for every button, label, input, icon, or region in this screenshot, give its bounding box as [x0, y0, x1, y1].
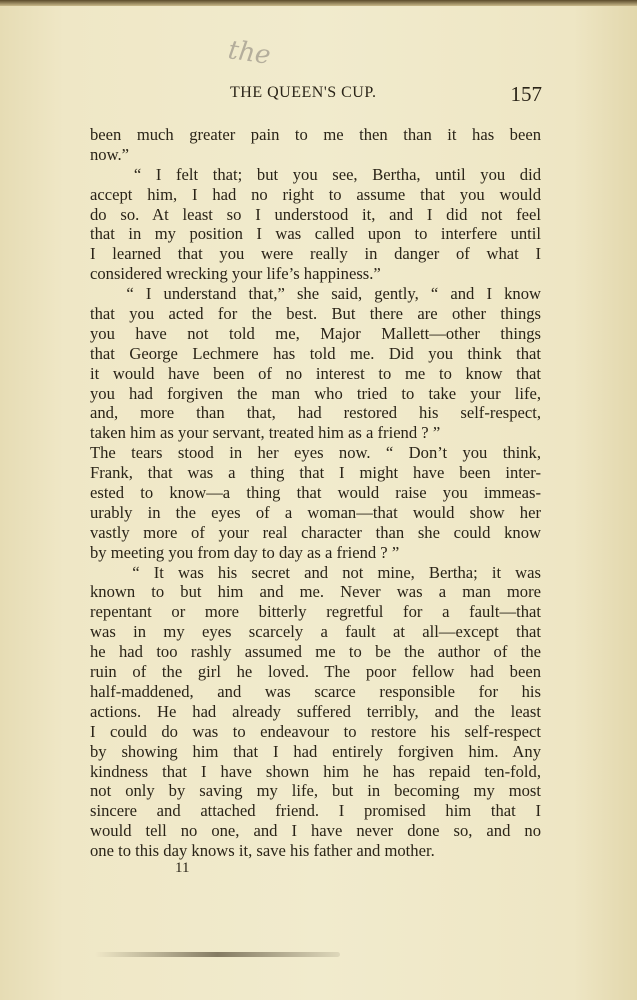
text-line: was in my eyes scarcely a fault at all—except that [90, 622, 541, 642]
text-line: The tears stood in her eyes now. “ Don’t you think, [90, 443, 541, 463]
text-line: taken him as your servant, treated him as a friend ? ” [90, 423, 441, 443]
text-line: and, more than that, had restored his self-respect, [90, 403, 541, 423]
text-line: I could do was to endeavour to restore his self-respect [90, 721, 541, 741]
text-line: that you acted for the best. But there are other things [90, 304, 541, 324]
text-line: you have not told me, Major Mallett—other things [90, 323, 541, 343]
text-line: considered wrecking your life’s happiness.” [90, 264, 381, 284]
text-line: repentant or more bitterly regretful for a fault—that [90, 602, 541, 622]
text-line: ruin of the girl he loved. The poor fellow had been [90, 662, 541, 682]
text-line: kindness that I have shown him he has repaid ten-fold, [90, 761, 541, 781]
text-line: that George Lechmere has told me. Did you think that [90, 343, 541, 363]
running-header [90, 82, 542, 104]
running-title: THE QUEEN'S CUP. [230, 84, 377, 101]
signature-mark: 11 [175, 860, 190, 876]
text-line: now.” [90, 144, 130, 164]
page-body-text [90, 125, 541, 861]
text-line: not only by saving my life, but in becoming my most [90, 781, 541, 801]
text-line: sincere and attached friend. I promised him that I [90, 801, 541, 821]
text-line: half-maddened, and was scarce responsible for his [90, 681, 541, 701]
text-line: that in my position I was called upon to interfere until [90, 224, 541, 244]
text-line: “ It was his secret and not mine, Bertha; it was [90, 562, 541, 582]
text-line: vastly more of your real character than she could know [90, 522, 541, 542]
text-line: do so. At least so I understood it, and I did not feel [90, 204, 541, 224]
text-line: it would have been of no interest to me to know that [90, 363, 541, 383]
text-line: “ I understand that,” she said, gently, “ and I know [90, 284, 541, 304]
page-number: 157 [510, 82, 542, 106]
text-line: been much greater pain to me then than it has been [90, 125, 541, 144]
text-line: one to this day knows it, save his father and mother. [90, 841, 435, 861]
text-line: Frank, that was a thing that I might have been inter- [90, 463, 541, 483]
text-line: “ I felt that; but you see, Bertha, until you did [90, 164, 541, 184]
text-line: by meeting you from day to day as a friend ? ” [90, 542, 400, 562]
page-top-edge [0, 0, 637, 6]
text-line: urably in the eyes of a woman—that would show her [90, 502, 541, 522]
text-line: ested to know—a thing that would raise you immeas- [90, 483, 541, 503]
text-line: he had too rashly assumed me to be the author of the [90, 642, 541, 662]
text-line: accept him, I had no right to assume that you would [90, 184, 541, 204]
text-line: actions. He had already suffered terribly, and the least [90, 701, 541, 721]
ink-smudge [95, 952, 340, 957]
text-line: would tell no one, and I have never done so, and no [90, 821, 541, 841]
text-line: by showing him that I had entirely forgiven him. Any [90, 741, 541, 761]
handwritten-margin-note: the [226, 35, 273, 71]
text-line: I learned that you were really in danger of what I [90, 244, 541, 264]
text-line: known to but him and me. Never was a man more [90, 582, 541, 602]
text-line: you had forgiven the man who tried to take your life, [90, 383, 541, 403]
